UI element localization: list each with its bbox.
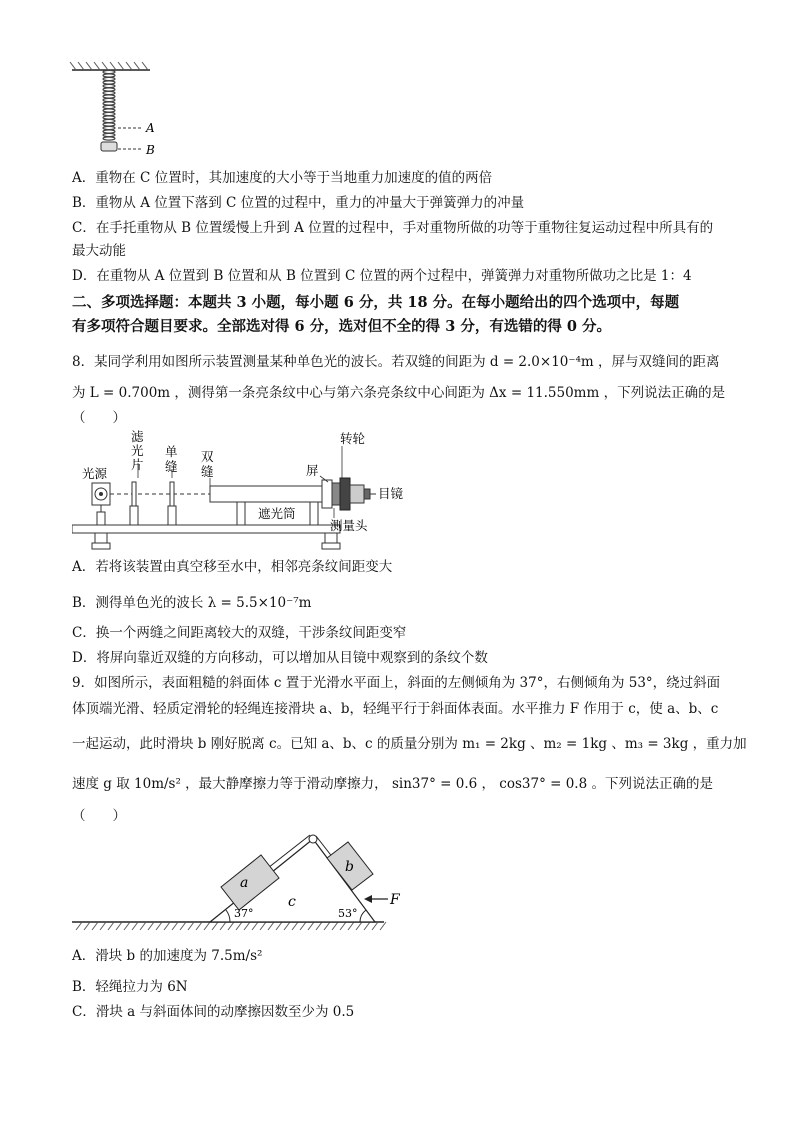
q8-stem-line2: 为 L = 0.700m ，测得第一条亮条纹中心与第六条亮条纹中心间距为 Δx = 11.550mm ，下列说法正确的是 [72, 385, 726, 401]
double-slit-label-1: 双 [201, 449, 214, 464]
angle-53-label: 53° [338, 907, 358, 920]
filter-label-3: 片 [131, 457, 144, 472]
body-c-label: c [288, 894, 296, 910]
block-b-label: b [345, 859, 354, 875]
section2-title-line2: 有多项符合题目要求。全部选对得 6 分，选对但不全的得 3 分，有选错的得 0 分。 [72, 318, 612, 335]
q7-option-a: A．重物在 C 位置时，其加速度的大小等于当地重力加速度的值的两倍 [72, 170, 493, 186]
q9-stem-line2: 体顶端光滑、轻质定滑轮的轻绳连接滑块 a、b，轻绳平行于斜面体表面。水平推力 F 作用于 c，使 a、b、c [72, 701, 719, 717]
q8-option-d: D．将屏向靠近双缝的方向移动，可以增加从目镜中观察到的条纹个数 [72, 650, 488, 666]
double-slit-label-2: 缝 [201, 464, 214, 479]
q8-option-c: C．换一个两缝之间距离较大的双缝，干涉条纹间距变窄 [72, 625, 407, 641]
q9-option-a: A．滑块 b 的加速度为 7.5m/s² [72, 948, 263, 964]
q9-option-c: C．滑块 a 与斜面体间的动摩擦因数至少为 0.5 [72, 1004, 355, 1020]
q8-stem-line1: 8．某同学利用如图所示装置测量某种单色光的波长。若双缝的间距为 d = 2.0×10⁻⁴m ，屏与双缝间的距离 [72, 354, 720, 370]
measuring-head-label: 测量头 [330, 518, 368, 533]
q9-stem-line1: 9．如图所示，表面粗糙的斜面体 c 置于光滑水平面上，斜面的左侧倾角为 37°，右侧倾角为 53°，绕过斜面 [72, 675, 721, 691]
angle-37-label: 37° [234, 907, 254, 920]
q9-option-b: B．轻绳拉力为 6N [72, 979, 188, 995]
q7-option-c-line2: 最大动能 [72, 243, 126, 259]
q8-option-b: B．测得单色光的波长 λ = 5.5×10⁻⁷m [72, 595, 312, 611]
q9-stem-line3: 一起运动，此时滑块 b 刚好脱离 c。已知 a、b、c 的质量分别为 m₁ = 2kg 、m₂ = 1kg 、m₃ = 3kg ，重力加 [72, 736, 747, 752]
eyepiece-label: 目镜 [378, 486, 404, 501]
q7-option-d: D．在重物从 A 位置到 B 位置和从 B 位置到 C 位置的两个过程中，弹簧弹力对重物所做功之比是 1：4 [72, 268, 692, 284]
q9-stem-line4: 速度 g 取 10m/s² ，最大静摩擦力等于滑动摩擦力， sin37° = 0.6 ， cos37° = 0.8 。下列说法正确的是 [72, 776, 713, 792]
label-a: A [146, 121, 155, 135]
single-slit-label-1: 单 [165, 444, 178, 459]
section2-title-line1: 二、多项选择题：本题共 3 小题，每小题 6 分，共 18 分。在每小题给出的四个选项中，每题 [72, 294, 680, 311]
q9-answer-paren: （ ） [72, 808, 126, 824]
screen-label: 屏 [306, 463, 319, 478]
filter-label-2: 光 [131, 443, 144, 458]
incline-figure [72, 828, 412, 938]
label-b: B [146, 143, 155, 157]
spring-figure [60, 58, 170, 163]
q7-option-b: B．重物从 A 位置下落到 C 位置的过程中，重力的冲量大于弹簧弹力的冲量 [72, 195, 525, 211]
single-slit-label-2: 缝 [165, 459, 178, 474]
force-label: F [390, 892, 400, 908]
q8-option-a: A．若将该装置由真空移至水中，相邻亮条纹间距变大 [72, 559, 393, 575]
tube-label: 遮光筒 [258, 506, 296, 521]
wheel-label: 转轮 [340, 431, 366, 446]
q7-option-c-line1: C．在手托重物从 B 位置缓慢上升到 A 位置的过程中，手对重物所做的功等于重物往复运动过程中所具有的 [72, 220, 714, 236]
q8-answer-paren: （ ） [72, 410, 126, 426]
double-slit-apparatus-figure [72, 428, 412, 558]
block-a-label: a [240, 875, 249, 891]
light-source-label: 光源 [82, 466, 108, 481]
filter-label-1: 滤 [131, 429, 144, 444]
